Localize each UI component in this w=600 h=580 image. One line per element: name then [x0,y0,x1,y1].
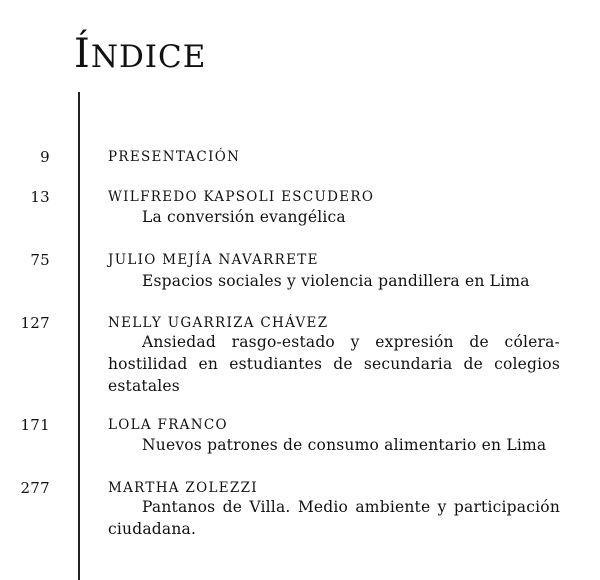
toc-work-title: Espacios sociales y violencia pandillera en Lima [142,272,530,290]
toc-page-number: 127 [20,314,50,332]
title-rest: NDICE [90,39,207,75]
vertical-rule [78,92,80,580]
toc-work-title: Pantanos de Villa. Medio ambiente y participación ciudadana. [108,498,560,538]
toc-author: JULIO MEJÍA NAVARRETE [108,252,319,268]
toc-work-title: La conversión evangélica [142,208,346,226]
toc-author: NELLY UGARRIZA CHÁVEZ [108,315,329,331]
toc-author: LOLA FRANCO [108,417,228,433]
toc-page-number: 277 [20,479,50,497]
title-initial: Í [74,31,91,77]
page-title [74,31,207,77]
toc-work-title: Nuevos patrones de consumo alimentario en Lima [142,436,547,454]
toc-section-title: PRESENTACIÓN [108,149,241,165]
toc-author: WILFREDO KAPSOLI ESCUDERO [108,189,375,205]
toc-author: MARTHA ZOLEZZI [108,480,258,496]
toc-page-number: 171 [20,416,50,434]
toc-work-title: Ansiedad rasgo-estado y expresión de cólera-hostilidad en estudiantes de secundaria de colegios estatales [108,333,560,395]
toc-page-number: 13 [30,188,50,206]
toc-page-number: 9 [40,148,50,166]
toc-page-number: 75 [30,251,50,269]
